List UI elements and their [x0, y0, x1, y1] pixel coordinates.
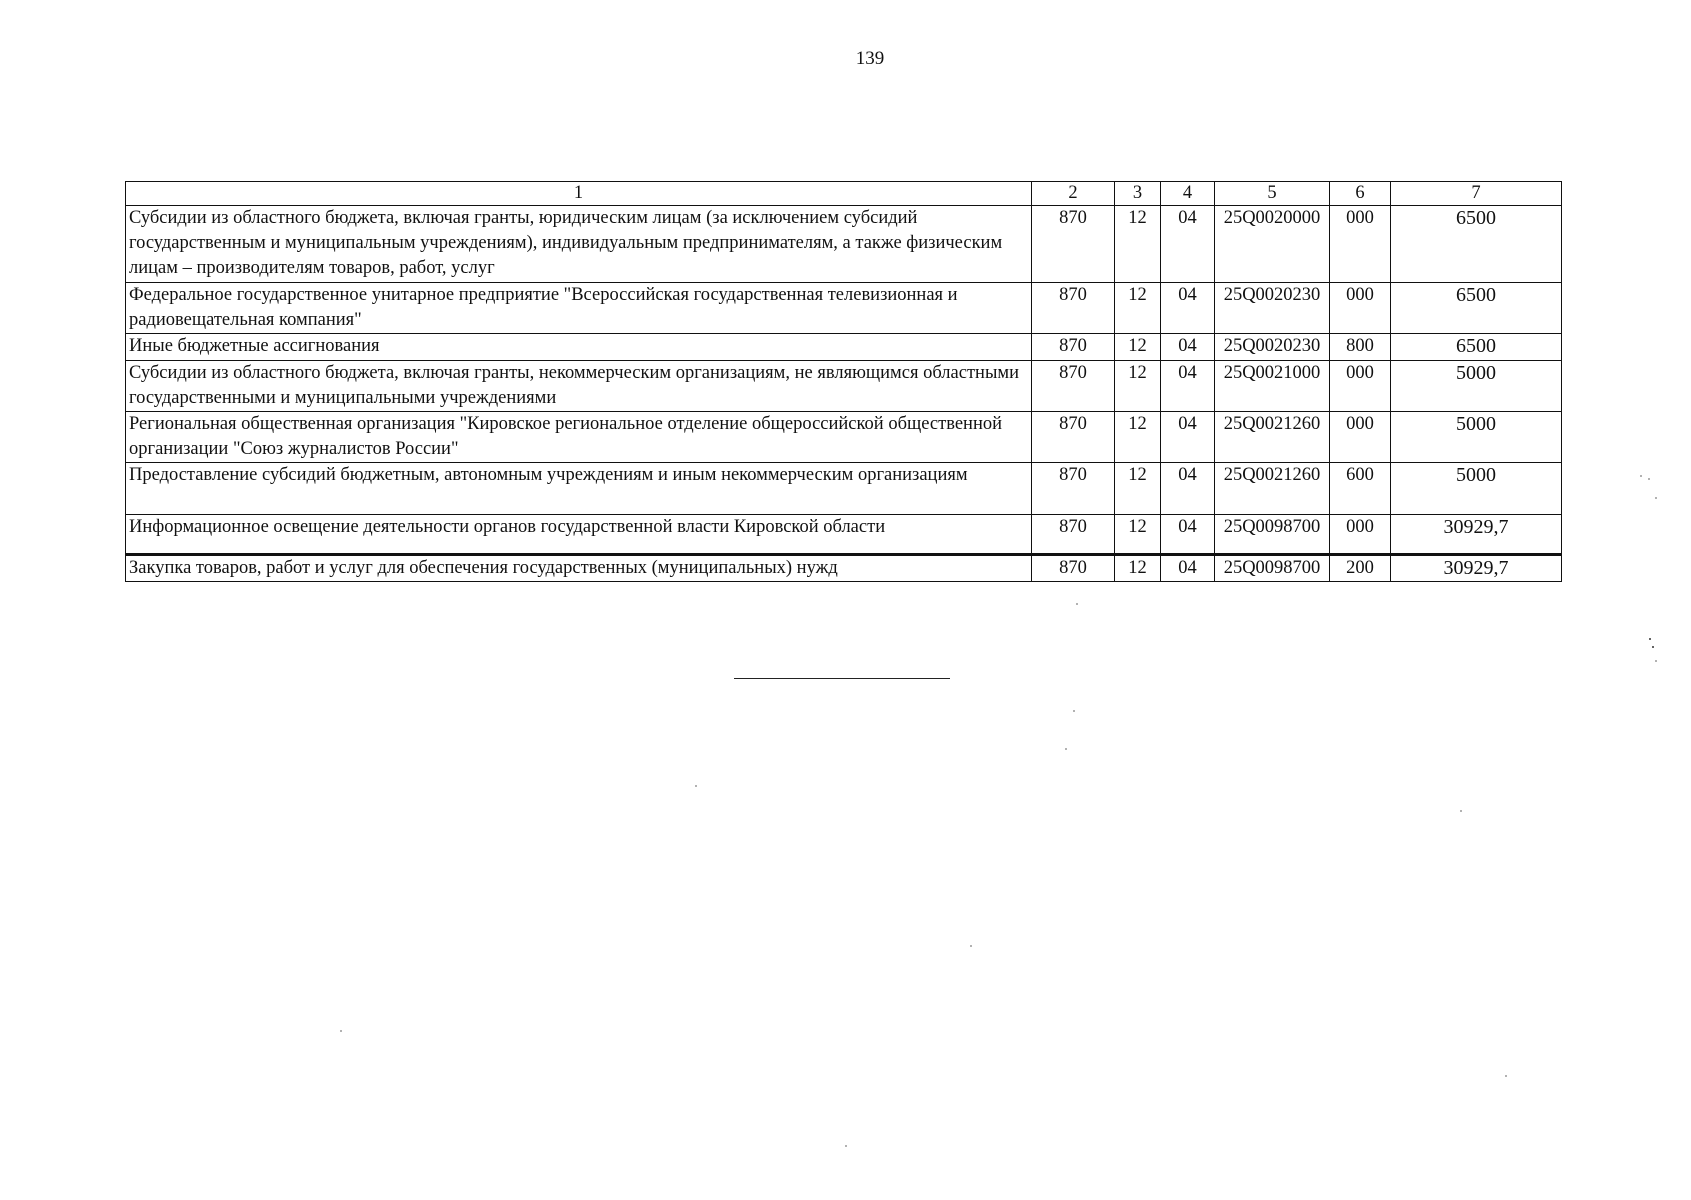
table-row	[126, 283, 1562, 334]
table-row	[126, 515, 1562, 555]
scan-speck	[1460, 810, 1462, 812]
row-description: Субсидии из областного бюджета, включая гранты, некоммерческим организациям, не являющимся областными государственными и муниципальными учреждениями	[126, 361, 1032, 412]
cell-c4: 04	[1161, 412, 1215, 463]
cell-c3: 12	[1115, 206, 1161, 283]
scan-speck	[340, 1030, 342, 1032]
table-row	[126, 361, 1562, 412]
cell-c5: 25Q0021260	[1215, 463, 1330, 515]
cell-c5: 25Q0020000	[1215, 206, 1330, 283]
scan-speck	[695, 785, 697, 787]
row-description: Информационное освещение деятельности органов государственной власти Кировской области	[126, 515, 1032, 555]
cell-c2: 870	[1032, 334, 1115, 361]
cell-c3: 12	[1115, 463, 1161, 515]
scan-speck	[1505, 1075, 1507, 1077]
cell-amount: 5000	[1391, 361, 1562, 412]
table-row	[126, 206, 1562, 283]
cell-c2: 870	[1032, 206, 1115, 283]
cell-c6: 200	[1330, 555, 1391, 582]
cell-amount: 5000	[1391, 412, 1562, 463]
cell-c4: 04	[1161, 555, 1215, 582]
cell-c6: 000	[1330, 412, 1391, 463]
table-row	[126, 334, 1562, 361]
cell-c3: 12	[1115, 515, 1161, 555]
row-description: Предоставление субсидий бюджетным, автономным учреждениям и иным некоммерческим организациям	[126, 463, 1032, 515]
row-description: Региональная общественная организация "Кировское региональное отделение общероссийской общественной организации "Союз журналистов России"	[126, 412, 1032, 463]
cell-c4: 04	[1161, 463, 1215, 515]
cell-c5: 25Q0021000	[1215, 361, 1330, 412]
cell-c4: 04	[1161, 361, 1215, 412]
cell-c2: 870	[1032, 515, 1115, 555]
scan-speck	[1655, 497, 1657, 499]
table-row	[126, 463, 1562, 515]
column-header-7: 7	[1391, 182, 1562, 206]
row-description: Закупка товаров, работ и услуг для обеспечения государственных (муниципальных) нужд	[126, 555, 1032, 582]
cell-c4: 04	[1161, 283, 1215, 334]
scan-speck	[1076, 603, 1078, 605]
scan-speck	[1648, 478, 1650, 480]
cell-c5: 25Q0020230	[1215, 334, 1330, 361]
scan-speck	[1655, 660, 1657, 662]
cell-amount: 6500	[1391, 334, 1562, 361]
row-description: Федеральное государственное унитарное предприятие "Всероссийская государственная телевизионная и радиовещательная компания"	[126, 283, 1032, 334]
scan-speck	[1640, 475, 1642, 477]
page-number: 139	[855, 48, 885, 69]
row-description: Субсидии из областного бюджета, включая гранты, юридическим лицам (за исключением субсидий государственным и муниципальным учреждениям), индивидуальным предпринимателям, а также физическим лицам – производителям товаров, работ, услуг	[126, 206, 1032, 283]
column-header-3: 3	[1115, 182, 1161, 206]
cell-c5: 25Q0098700	[1215, 555, 1330, 582]
column-header-4: 4	[1161, 182, 1215, 206]
cell-c6: 800	[1330, 334, 1391, 361]
cell-amount: 6500	[1391, 283, 1562, 334]
cell-amount: 5000	[1391, 463, 1562, 515]
column-header-2: 2	[1032, 182, 1115, 206]
table-header-row	[126, 182, 1562, 206]
table-row	[126, 555, 1562, 582]
cell-c3: 12	[1115, 412, 1161, 463]
cell-c6: 000	[1330, 361, 1391, 412]
cell-c3: 12	[1115, 361, 1161, 412]
column-header-1: 1	[126, 182, 1032, 206]
column-header-5: 5	[1215, 182, 1330, 206]
cell-c2: 870	[1032, 555, 1115, 582]
cell-c3: 12	[1115, 334, 1161, 361]
cell-c2: 870	[1032, 283, 1115, 334]
budget-table	[125, 181, 1562, 582]
cell-c6: 000	[1330, 206, 1391, 283]
column-header-6: 6	[1330, 182, 1391, 206]
cell-c2: 870	[1032, 463, 1115, 515]
scan-speck	[1652, 646, 1654, 648]
cell-c3: 12	[1115, 283, 1161, 334]
cell-c5: 25Q0098700	[1215, 515, 1330, 555]
cell-c2: 870	[1032, 361, 1115, 412]
scan-speck	[1073, 710, 1075, 712]
footer-rule	[734, 678, 950, 679]
cell-c4: 04	[1161, 334, 1215, 361]
cell-amount: 30929,7	[1391, 515, 1562, 555]
table-row	[126, 412, 1562, 463]
scan-speck	[1065, 748, 1067, 750]
scan-speck	[970, 945, 972, 947]
cell-amount: 30929,7	[1391, 555, 1562, 582]
cell-c3: 12	[1115, 555, 1161, 582]
cell-c5: 25Q0021260	[1215, 412, 1330, 463]
cell-c2: 870	[1032, 412, 1115, 463]
cell-c6: 000	[1330, 283, 1391, 334]
cell-c4: 04	[1161, 515, 1215, 555]
cell-c6: 600	[1330, 463, 1391, 515]
cell-c4: 04	[1161, 206, 1215, 283]
scan-speck	[1649, 638, 1651, 640]
row-description: Иные бюджетные ассигнования	[126, 334, 1032, 361]
cell-c6: 000	[1330, 515, 1391, 555]
scan-speck	[845, 1145, 847, 1147]
cell-amount: 6500	[1391, 206, 1562, 283]
cell-c5: 25Q0020230	[1215, 283, 1330, 334]
